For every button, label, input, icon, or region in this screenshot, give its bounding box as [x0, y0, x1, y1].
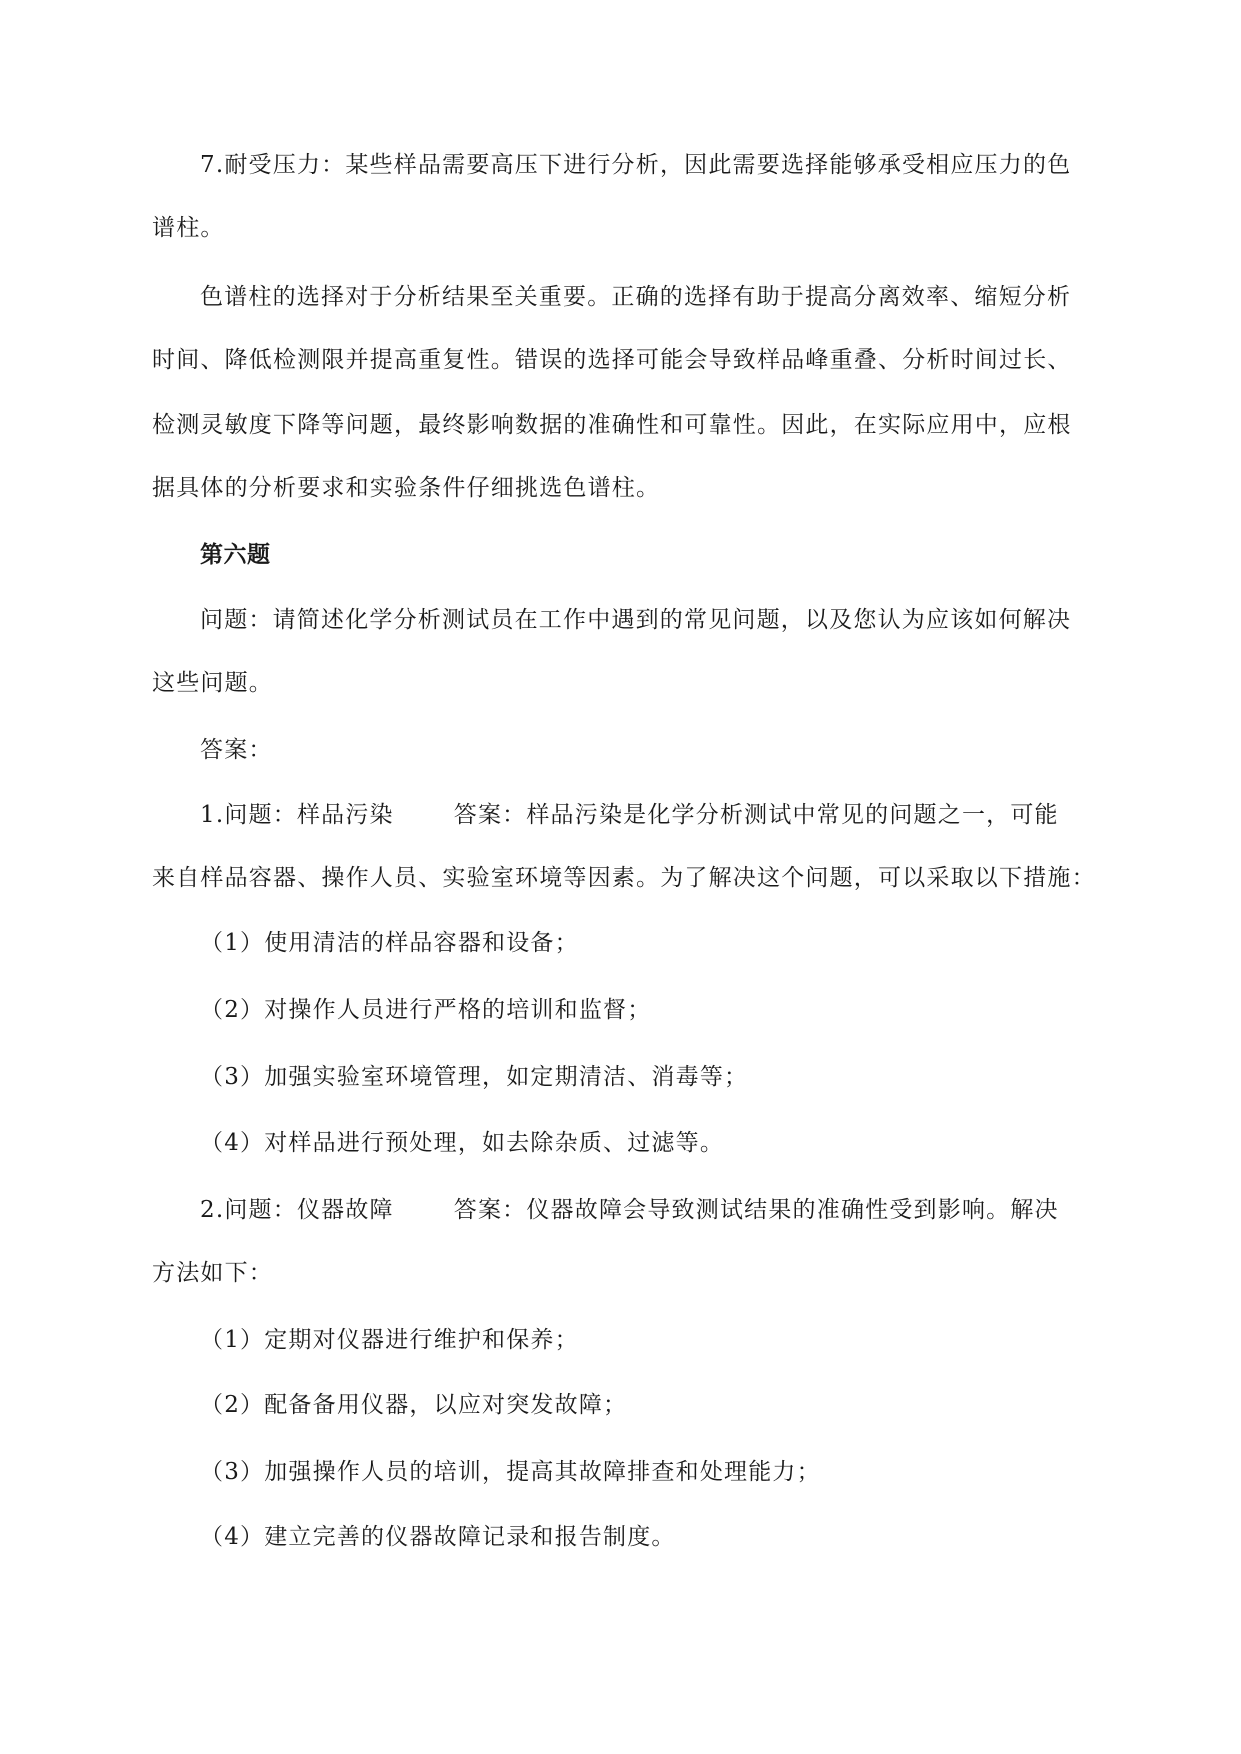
item-2-line-1 [200, 1195, 1059, 1225]
item-2-title: 2.问题：仪器故障 [200, 1197, 394, 1223]
summary-line-2: 时间、降低检测限并提高重复性。错误的选择可能会导致样品峰重叠、分析时间过长、 [152, 347, 1072, 373]
item-1-measure-3: （3）加强实验室环境管理，如定期清洁、消毒等； [200, 1064, 749, 1090]
question-line-1: 问题：请简述化学分析测试员在工作中遇到的常见问题，以及您认为应该如何解决 [200, 607, 1072, 633]
item-1-line-1 [200, 800, 1059, 830]
item-1-measure-1: （1）使用清洁的样品容器和设备； [200, 930, 579, 956]
item-2-measure-2: （2）配备备用仪器，以应对突发故障； [200, 1392, 628, 1418]
item-1-title: 1.问题：样品污染 [200, 802, 394, 828]
item-1-answer-start: 答案：样品污染是化学分析测试中常见的问题之一，可能 [453, 802, 1059, 828]
summary-line-1: 色谱柱的选择对于分析结果至关重要。正确的选择有助于提高分离效率、缩短分析 [200, 284, 1072, 310]
item-2-measure-1: （1）定期对仪器进行维护和保养； [200, 1327, 579, 1353]
item-2-measure-4: （4）建立完善的仪器故障记录和报告制度。 [200, 1524, 676, 1550]
answer-label: 答案： [200, 737, 273, 763]
summary-line-4: 据具体的分析要求和实验条件仔细挑选色谱柱。 [152, 475, 661, 501]
section-heading: 第六题 [200, 542, 271, 568]
paragraph-7-line-2: 谱柱。 [152, 215, 225, 241]
item-2-line-2: 方法如下： [152, 1260, 273, 1286]
paragraph-7-line-1: 7.耐受压力：某些样品需要高压下进行分析，因此需要选择能够承受相应压力的色 [200, 152, 1072, 178]
question-line-2: 这些问题。 [152, 670, 273, 696]
item-1-measure-2: （2）对操作人员进行严格的培训和监督； [200, 997, 652, 1023]
item-1-line-2: 来自样品容器、操作人员、实验室环境等因素。为了解决这个问题，可以采取以下措施： [152, 865, 1096, 891]
item-2-answer-start: 答案：仪器故障会导致测试结果的准确性受到影响。解决 [453, 1197, 1059, 1223]
item-1-measure-4: （4）对样品进行预处理，如去除杂质、过滤等。 [200, 1130, 725, 1156]
summary-line-3: 检测灵敏度下降等问题，最终影响数据的准确性和可靠性。因此，在实际应用中，应根 [152, 412, 1072, 438]
item-2-measure-3: （3）加强操作人员的培训，提高其故障排查和处理能力； [200, 1459, 821, 1485]
